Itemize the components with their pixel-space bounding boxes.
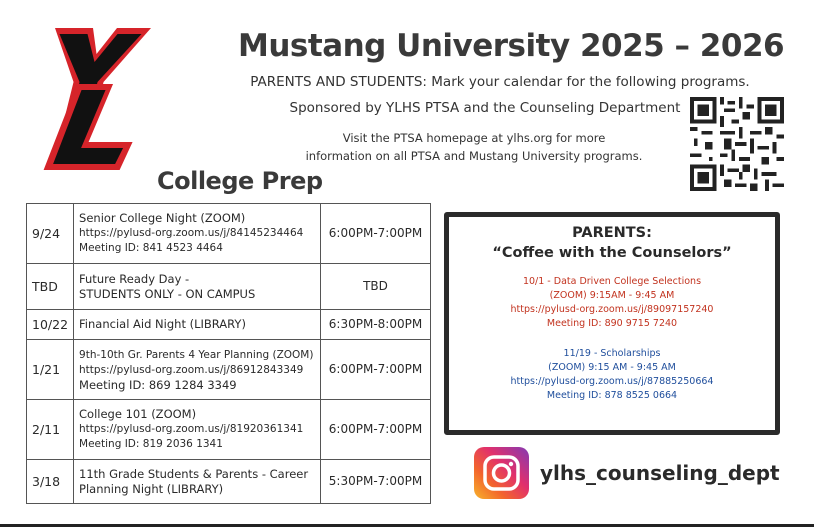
info-line-1: Visit the PTSA homepage at ylhs.org for more <box>342 131 606 145</box>
audience-line: PARENTS AND STUDENTS: Mark your calendar for the following programs. <box>250 74 750 90</box>
event-time: 6:00PM-7:00PM <box>321 204 431 264</box>
event-date: 2/11 <box>27 400 74 460</box>
parents-heading: PARENTS: <box>572 225 652 241</box>
info-line-2: information on all PTSA and Mustang University programs. <box>305 149 643 163</box>
parent-event-scholarships <box>449 347 775 403</box>
event-details <box>74 400 321 460</box>
event-date: 1/21 <box>27 340 74 400</box>
ylhs-logo <box>22 24 158 172</box>
event-title: College 101 (ZOOM) <box>79 407 197 421</box>
event-note: Planning Night (LIBRARY) <box>79 481 224 496</box>
zoom-link[interactable]: https://pylusd-org.zoom.us/j/84145234464 <box>79 227 304 239</box>
event-title: Financial Aid Night (LIBRARY) <box>79 317 246 331</box>
event-title: 9th-10th Gr. Parents 4 Year Planning (ZOOM) <box>79 348 314 361</box>
event-details <box>74 310 321 340</box>
table-row <box>27 400 431 460</box>
meeting-id: Meeting ID: 890 9715 7240 <box>546 318 678 329</box>
zoom-link[interactable]: https://pylusd-org.zoom.us/j/87885250664 <box>510 376 714 387</box>
table-row <box>27 340 431 400</box>
event-date: 10/22 <box>27 310 74 340</box>
event-time: 5:30PM-7:00PM <box>321 460 431 504</box>
instagram-handle[interactable]: ylhs_counseling_dept <box>540 461 780 485</box>
event-time: (ZOOM) 9:15AM - 9:45 AM <box>549 290 675 301</box>
table-row <box>27 310 431 340</box>
zoom-link[interactable]: https://pylusd-org.zoom.us/j/86912843349 <box>79 363 304 376</box>
parents-coffee-box <box>444 212 780 435</box>
event-title: 11/19 - Scholarships <box>563 348 661 359</box>
meeting-id: Meeting ID: 819 2036 1341 <box>79 438 223 450</box>
event-time: 6:00PM-7:00PM <box>321 340 431 400</box>
event-time: 6:30PM-8:00PM <box>321 310 431 340</box>
event-note: STUDENTS ONLY - ON CAMPUS <box>79 286 256 301</box>
parent-event-data-driven <box>449 275 775 331</box>
college-prep-heading: College Prep <box>157 167 323 195</box>
qr-code[interactable] <box>690 97 784 191</box>
event-time: 6:00PM-7:00PM <box>321 400 431 460</box>
event-details <box>74 204 321 264</box>
instagram-icon[interactable] <box>474 447 529 499</box>
event-date: 9/24 <box>27 204 74 264</box>
event-date: TBD <box>27 264 74 310</box>
meeting-id: Meeting ID: 869 1284 3349 <box>79 377 237 392</box>
table-row <box>27 460 431 504</box>
event-title: Senior College Night (ZOOM) <box>79 211 246 225</box>
sponsor-line: Sponsored by YLHS PTSA and the Counseling Department <box>289 100 681 116</box>
meeting-id: Meeting ID: 878 8525 0664 <box>546 390 678 401</box>
event-title: 11th Grade Students & Parents - Career <box>79 466 309 481</box>
bottom-divider <box>0 524 814 527</box>
event-details <box>74 460 321 504</box>
event-details <box>74 264 321 310</box>
event-time: TBD <box>321 264 431 310</box>
info-text <box>250 129 698 165</box>
event-title: Future Ready Day - <box>79 271 190 286</box>
event-time: (ZOOM) 9:15 AM - 9:45 AM <box>548 362 676 373</box>
page-title: Mustang University 2025 – 2026 <box>238 28 785 64</box>
meeting-id: Meeting ID: 841 4523 4464 <box>79 242 223 254</box>
event-date: 3/18 <box>27 460 74 504</box>
event-title: 10/1 - Data Driven College Selections <box>522 276 702 287</box>
coffee-subtitle: “Coffee with the Counselors” <box>492 245 732 261</box>
table-row <box>27 264 431 310</box>
event-details <box>74 340 321 400</box>
table-row <box>27 204 431 264</box>
zoom-link[interactable]: https://pylusd-org.zoom.us/j/81920361341 <box>79 423 304 435</box>
college-prep-table <box>26 203 431 504</box>
zoom-link[interactable]: https://pylusd-org.zoom.us/j/89097157240 <box>510 304 714 315</box>
